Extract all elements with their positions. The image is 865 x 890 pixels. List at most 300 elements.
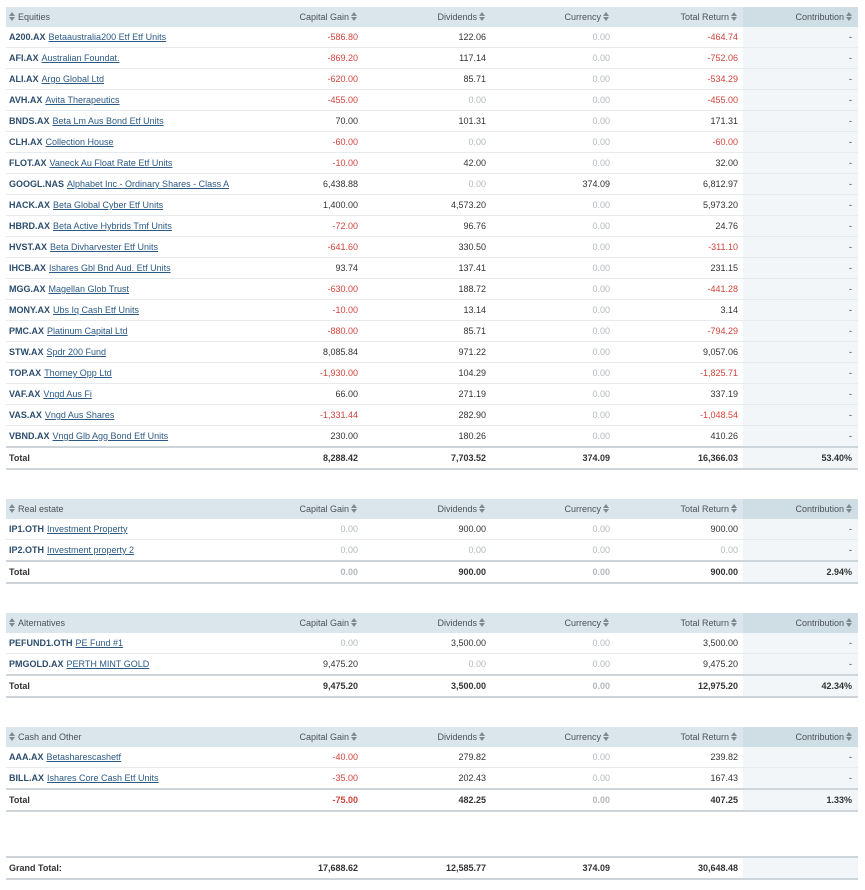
holding-name-link[interactable]: Spdr 200 Fund — [46, 347, 107, 357]
capital-gain-cell: 70.00 — [273, 111, 363, 132]
contribution-cell: - — [743, 216, 858, 237]
holding-cell — [6, 654, 273, 676]
contribution-header[interactable]: Contribution — [743, 499, 858, 519]
contribution-header[interactable]: Contribution — [743, 613, 858, 633]
holding-name-link[interactable]: Beta Divharvester Etf Units — [50, 242, 159, 252]
holding-name-link[interactable]: Vaneck Au Float Rate Etf Units — [49, 158, 173, 168]
table-row[interactable] — [6, 48, 858, 69]
currency-cell: 0.00 — [491, 132, 615, 153]
holding-cell — [6, 111, 273, 132]
holding-code: AFI.AX — [9, 53, 39, 63]
holding-name-link[interactable]: PERTH MINT GOLD — [66, 659, 150, 669]
total-total-return: 16,366.03 — [615, 447, 743, 469]
currency-cell: 0.00 — [491, 747, 615, 768]
contribution-cell: - — [743, 132, 858, 153]
total-return-cell: 900.00 — [615, 519, 743, 540]
holding-code: IP1.OTH — [9, 524, 45, 534]
equities-table — [6, 7, 858, 470]
dividends-header[interactable]: Dividends — [363, 727, 491, 747]
capital-gain-cell: -455.00 — [273, 90, 363, 111]
currency-cell: 0.00 — [491, 258, 615, 279]
holding-name-link[interactable]: Vngd Glb Agg Bond Etf Units — [52, 431, 169, 441]
holding-name-link[interactable]: Investment property 2 — [47, 545, 135, 555]
holding-code: HACK.AX — [9, 200, 51, 210]
contribution-cell: - — [743, 363, 858, 384]
holding-code: VAS.AX — [9, 410, 42, 420]
total-return-cell: 337.19 — [615, 384, 743, 405]
holding-code: MONY.AX — [9, 305, 51, 315]
currency-cell: 0.00 — [491, 768, 615, 790]
dividends-cell: 188.72 — [363, 279, 491, 300]
capital-gain-header[interactable]: Capital Gain — [273, 499, 363, 519]
capital-gain-cell: -1,930.00 — [273, 363, 363, 384]
total-dividends: 482.25 — [363, 789, 491, 811]
holding-code: AAA.AX — [9, 752, 44, 762]
dividends-cell: 0.00 — [363, 654, 491, 676]
table-header-row — [6, 499, 858, 519]
sort-icon — [479, 732, 486, 742]
sort-icon — [731, 618, 738, 628]
holding-cell — [6, 405, 273, 426]
currency-cell: 0.00 — [491, 48, 615, 69]
holding-cell — [6, 69, 273, 90]
table-row[interactable] — [6, 540, 858, 562]
table-row[interactable] — [6, 174, 858, 195]
capital-gain-cell: 0.00 — [273, 519, 363, 540]
total-return-cell: -794.29 — [615, 321, 743, 342]
holding-code: HBRD.AX — [9, 221, 51, 231]
currency-cell: 0.00 — [491, 363, 615, 384]
contribution-cell: - — [743, 426, 858, 448]
holding-code: VAF.AX — [9, 389, 41, 399]
currency-cell: 0.00 — [491, 300, 615, 321]
table-row[interactable] — [6, 258, 858, 279]
holding-name-link[interactable]: Argo Global Ltd — [41, 74, 105, 84]
total-return-cell: 239.82 — [615, 747, 743, 768]
sort-icon — [731, 732, 738, 742]
real-estate-table — [6, 499, 858, 584]
dividends-cell: 971.22 — [363, 342, 491, 363]
holding-name-link[interactable]: Australian Foundat. — [41, 53, 120, 63]
grand-total-currency: 374.09 — [491, 857, 615, 879]
alternatives-section — [6, 613, 858, 698]
holding-code: A200.AX — [9, 32, 46, 42]
holding-name-link[interactable]: PE Fund #1 — [75, 638, 124, 648]
dividends-cell: 180.26 — [363, 426, 491, 448]
dividends-header[interactable]: Dividends — [363, 613, 491, 633]
category-title: Cash and Other — [18, 731, 82, 742]
sort-icon — [846, 618, 853, 628]
total-contribution: 1.33% — [743, 789, 858, 811]
total-return-cell: -1,825.71 — [615, 363, 743, 384]
holding-cell — [6, 90, 273, 111]
total-label: Total — [6, 789, 273, 811]
contribution-cell: - — [743, 258, 858, 279]
total-row — [6, 675, 858, 697]
table-header-row — [6, 7, 858, 27]
table-row[interactable] — [6, 321, 858, 342]
total-dividends: 7,703.52 — [363, 447, 491, 469]
total-return-cell: 410.26 — [615, 426, 743, 448]
total-return-cell: -311.10 — [615, 237, 743, 258]
holding-name-link[interactable]: Collection House — [45, 137, 114, 147]
sort-icon — [846, 732, 853, 742]
total-contribution: 53.40% — [743, 447, 858, 469]
holding-name-link[interactable]: Beta Active Hybrids Tmf Units — [53, 221, 172, 231]
holding-code: MGG.AX — [9, 284, 46, 294]
dividends-cell: 282.90 — [363, 405, 491, 426]
total-capital-gain: 8,288.42 — [273, 447, 363, 469]
holding-name-link[interactable]: Betaaustralia200 Etf Etf Units — [48, 32, 167, 42]
contribution-cell: - — [743, 111, 858, 132]
dividends-cell: 900.00 — [363, 519, 491, 540]
total-return-cell: 0.00 — [615, 540, 743, 562]
holding-code: PEFUND1.OTH — [9, 638, 73, 648]
grand-total-contribution — [743, 857, 858, 879]
currency-cell: 0.00 — [491, 342, 615, 363]
sort-icon — [603, 504, 610, 514]
contribution-cell: - — [743, 237, 858, 258]
holding-cell — [6, 633, 273, 654]
sort-category-header[interactable] — [6, 499, 273, 519]
total-capital-gain: 9,475.20 — [273, 675, 363, 697]
capital-gain-cell: -60.00 — [273, 132, 363, 153]
table-row[interactable] — [6, 363, 858, 384]
sort-icon — [9, 504, 16, 514]
holding-code: GOOGL.NAS — [9, 179, 65, 189]
table-row[interactable] — [6, 654, 858, 676]
sort-icon — [351, 732, 358, 742]
contribution-cell: - — [743, 384, 858, 405]
holding-name-link[interactable]: Beta Lm Aus Bond Etf Units — [52, 116, 164, 126]
table-row[interactable] — [6, 768, 858, 790]
total-return-header[interactable]: Total Return — [615, 727, 743, 747]
holding-code: IHCB.AX — [9, 263, 47, 273]
dividends-cell: 42.00 — [363, 153, 491, 174]
holding-name-link[interactable]: Thorney Opp Ltd — [44, 368, 112, 378]
holding-cell — [6, 258, 273, 279]
contribution-cell: - — [743, 654, 858, 676]
total-return-cell: 24.76 — [615, 216, 743, 237]
capital-gain-cell: -586.80 — [273, 27, 363, 48]
table-row[interactable] — [6, 405, 858, 426]
category-title: Real estate — [18, 503, 64, 514]
capital-gain-cell: 66.00 — [273, 384, 363, 405]
table-row[interactable] — [6, 111, 858, 132]
total-label: Total — [6, 447, 273, 469]
table-row[interactable] — [6, 426, 858, 448]
total-capital-gain: -75.00 — [273, 789, 363, 811]
cash-other-table — [6, 727, 858, 812]
sort-icon — [479, 504, 486, 514]
currency-cell: 0.00 — [491, 216, 615, 237]
total-return-cell: -441.28 — [615, 279, 743, 300]
contribution-cell: - — [743, 48, 858, 69]
dividends-cell: 85.71 — [363, 321, 491, 342]
currency-cell: 0.00 — [491, 654, 615, 676]
capital-gain-cell: -10.00 — [273, 153, 363, 174]
sort-icon — [603, 12, 610, 22]
total-total-return: 900.00 — [615, 561, 743, 583]
total-return-cell: 3.14 — [615, 300, 743, 321]
currency-cell: 0.00 — [491, 321, 615, 342]
total-return-cell: -1,048.54 — [615, 405, 743, 426]
dividends-cell: 96.76 — [363, 216, 491, 237]
currency-cell: 0.00 — [491, 426, 615, 448]
contribution-cell: - — [743, 300, 858, 321]
sort-icon — [9, 732, 16, 742]
holding-cell — [6, 195, 273, 216]
dividends-cell: 330.50 — [363, 237, 491, 258]
contribution-cell: - — [743, 174, 858, 195]
currency-cell: 0.00 — [491, 69, 615, 90]
sort-icon — [9, 618, 16, 628]
holding-code: TOP.AX — [9, 368, 42, 378]
total-dividends: 3,500.00 — [363, 675, 491, 697]
holding-cell — [6, 342, 273, 363]
holding-cell — [6, 540, 273, 562]
sort-icon — [479, 618, 486, 628]
total-return-cell: 171.31 — [615, 111, 743, 132]
holding-code: PMC.AX — [9, 326, 45, 336]
total-return-cell: 9,057.06 — [615, 342, 743, 363]
sort-icon — [351, 504, 358, 514]
currency-cell: 0.00 — [491, 90, 615, 111]
total-return-cell: 5,973.20 — [615, 195, 743, 216]
contribution-cell: - — [743, 90, 858, 111]
total-total-return: 407.25 — [615, 789, 743, 811]
table-row[interactable] — [6, 90, 858, 111]
capital-gain-cell: -1,331.44 — [273, 405, 363, 426]
total-return-header[interactable]: Total Return — [615, 499, 743, 519]
holding-name-link[interactable]: Platinum Capital Ltd — [47, 326, 128, 336]
alternatives-table — [6, 613, 858, 698]
capital-gain-cell: 9,475.20 — [273, 654, 363, 676]
dividends-cell: 0.00 — [363, 90, 491, 111]
holding-name-link[interactable]: Beta Global Cyber Etf Units — [53, 200, 164, 210]
total-currency: 0.00 — [491, 561, 615, 583]
holding-name-link[interactable]: Investment Property — [47, 524, 128, 534]
capital-gain-cell: 230.00 — [273, 426, 363, 448]
total-capital-gain: 0.00 — [273, 561, 363, 583]
total-dividends: 900.00 — [363, 561, 491, 583]
holding-name-link[interactable]: Ubs Iq Cash Etf Units — [53, 305, 140, 315]
table-row[interactable] — [6, 69, 858, 90]
dividends-cell: 101.31 — [363, 111, 491, 132]
capital-gain-cell: -641.60 — [273, 237, 363, 258]
holding-cell — [6, 384, 273, 405]
contribution-cell: - — [743, 279, 858, 300]
table-row[interactable] — [6, 633, 858, 654]
contribution-cell: - — [743, 747, 858, 768]
currency-header[interactable]: Currency — [491, 727, 615, 747]
table-row[interactable] — [6, 342, 858, 363]
currency-cell: 0.00 — [491, 405, 615, 426]
sort-icon — [603, 732, 610, 742]
equities-section — [6, 7, 858, 470]
total-return-cell: -534.29 — [615, 69, 743, 90]
total-return-cell: -752.06 — [615, 48, 743, 69]
capital-gain-header[interactable]: Capital Gain — [273, 613, 363, 633]
sort-icon — [731, 504, 738, 514]
currency-header[interactable]: Currency — [491, 499, 615, 519]
dividends-header[interactable]: Dividends — [363, 499, 491, 519]
table-row[interactable] — [6, 747, 858, 768]
total-currency: 0.00 — [491, 789, 615, 811]
holding-name-link[interactable]: Alphabet Inc - Ordinary Shares - Class A — [67, 179, 230, 189]
dividends-cell: 122.06 — [363, 27, 491, 48]
holding-cell — [6, 768, 273, 790]
currency-cell: 0.00 — [491, 153, 615, 174]
sort-icon — [479, 12, 486, 22]
contribution-cell: - — [743, 27, 858, 48]
currency-cell: 0.00 — [491, 540, 615, 562]
capital-gain-cell: 1,400.00 — [273, 195, 363, 216]
contribution-cell: - — [743, 321, 858, 342]
contribution-cell: - — [743, 153, 858, 174]
holding-name-link[interactable]: Avita Therapeutics — [45, 95, 120, 105]
table-row[interactable] — [6, 132, 858, 153]
holding-name-link[interactable]: Betasharescashetf — [46, 752, 122, 762]
capital-gain-cell: 6,438.88 — [273, 174, 363, 195]
capital-gain-header[interactable]: Capital Gain — [273, 7, 363, 27]
holding-name-link[interactable]: Vngd Aus Shares — [44, 410, 115, 420]
table-header-row — [6, 613, 858, 633]
holding-cell — [6, 237, 273, 258]
contribution-cell: - — [743, 69, 858, 90]
total-return-header[interactable]: Total Return — [615, 613, 743, 633]
table-row[interactable] — [6, 279, 858, 300]
contribution-header[interactable]: Contribution — [743, 727, 858, 747]
holding-name-link[interactable]: Ishares Core Cash Etf Units — [47, 773, 159, 783]
sort-icon — [846, 12, 853, 22]
currency-cell: 0.00 — [491, 111, 615, 132]
total-row — [6, 447, 858, 469]
holding-code: HVST.AX — [9, 242, 48, 252]
holding-cell — [6, 363, 273, 384]
holding-code: ALI.AX — [9, 74, 39, 84]
capital-gain-cell: -40.00 — [273, 747, 363, 768]
total-row — [6, 789, 858, 811]
total-currency: 374.09 — [491, 447, 615, 469]
category-title: Alternatives — [18, 617, 66, 628]
holding-cell — [6, 48, 273, 69]
holding-cell — [6, 174, 273, 195]
table-header-row — [6, 727, 858, 747]
capital-gain-cell: 93.74 — [273, 258, 363, 279]
grand-total-table — [6, 856, 858, 880]
holding-cell — [6, 27, 273, 48]
capital-gain-cell: -630.00 — [273, 279, 363, 300]
dividends-cell: 0.00 — [363, 132, 491, 153]
holding-name-link[interactable]: Magellan Glob Trust — [48, 284, 130, 294]
capital-gain-cell: -35.00 — [273, 768, 363, 790]
holding-cell — [6, 300, 273, 321]
dividends-cell: 104.29 — [363, 363, 491, 384]
table-row[interactable] — [6, 300, 858, 321]
table-row[interactable] — [6, 195, 858, 216]
total-return-cell: -464.74 — [615, 27, 743, 48]
dividends-cell: 202.43 — [363, 768, 491, 790]
holding-name-link[interactable]: Ishares Gbl Bnd Aud. Etf Units — [49, 263, 171, 273]
currency-cell: 0.00 — [491, 633, 615, 654]
grand-total-dividends: 12,585.77 — [363, 857, 491, 879]
holding-name-link[interactable]: Vngd Aus Fi — [43, 389, 92, 399]
sort-category-header[interactable] — [6, 727, 273, 747]
holding-cell — [6, 153, 273, 174]
sort-icon — [603, 618, 610, 628]
total-label: Total — [6, 675, 273, 697]
sort-category-header[interactable] — [6, 7, 273, 27]
cash-other-section — [6, 727, 858, 812]
total-return-header[interactable]: Total Return — [615, 7, 743, 27]
grand-total-label: Grand Total: — [6, 857, 273, 879]
total-return-cell: -60.00 — [615, 132, 743, 153]
grand-total-capital-gain: 17,688.62 — [273, 857, 363, 879]
currency-cell: 0.00 — [491, 279, 615, 300]
table-row[interactable] — [6, 27, 858, 48]
dividends-header[interactable]: Dividends — [363, 7, 491, 27]
dividends-cell: 3,500.00 — [363, 633, 491, 654]
dividends-cell: 0.00 — [363, 540, 491, 562]
total-return-cell: 231.15 — [615, 258, 743, 279]
table-row[interactable] — [6, 519, 858, 540]
total-return-cell: 167.43 — [615, 768, 743, 790]
holding-code: BILL.AX — [9, 773, 44, 783]
dividends-cell: 117.14 — [363, 48, 491, 69]
dividends-cell: 4,573.20 — [363, 195, 491, 216]
total-return-cell: 6,812.97 — [615, 174, 743, 195]
contribution-cell: - — [743, 405, 858, 426]
table-row[interactable] — [6, 384, 858, 405]
contribution-header[interactable]: Contribution — [743, 7, 858, 27]
dividends-cell: 0.00 — [363, 174, 491, 195]
dividends-cell: 137.41 — [363, 258, 491, 279]
total-return-cell: -455.00 — [615, 90, 743, 111]
table-row[interactable] — [6, 216, 858, 237]
capital-gain-cell: -10.00 — [273, 300, 363, 321]
currency-header[interactable]: Currency — [491, 7, 615, 27]
contribution-cell: - — [743, 342, 858, 363]
total-label: Total — [6, 561, 273, 583]
grand-total-total-return: 30,648.48 — [615, 857, 743, 879]
sort-icon — [9, 12, 16, 22]
total-return-cell: 32.00 — [615, 153, 743, 174]
table-row[interactable] — [6, 153, 858, 174]
currency-cell: 0.00 — [491, 237, 615, 258]
total-currency: 0.00 — [491, 675, 615, 697]
currency-header[interactable]: Currency — [491, 613, 615, 633]
capital-gain-cell: 0.00 — [273, 633, 363, 654]
grand-total-row — [6, 857, 858, 879]
capital-gain-header[interactable]: Capital Gain — [273, 727, 363, 747]
holding-cell — [6, 279, 273, 300]
sort-category-header[interactable] — [6, 613, 273, 633]
dividends-cell: 271.19 — [363, 384, 491, 405]
total-row — [6, 561, 858, 583]
sort-icon — [846, 504, 853, 514]
holding-cell — [6, 426, 273, 448]
sort-icon — [731, 12, 738, 22]
currency-cell: 0.00 — [491, 27, 615, 48]
dividends-cell: 13.14 — [363, 300, 491, 321]
table-row[interactable] — [6, 237, 858, 258]
holding-code: BNDS.AX — [9, 116, 50, 126]
total-total-return: 12,975.20 — [615, 675, 743, 697]
category-title: Equities — [18, 11, 51, 22]
contribution-cell: - — [743, 195, 858, 216]
dividends-cell: 279.82 — [363, 747, 491, 768]
